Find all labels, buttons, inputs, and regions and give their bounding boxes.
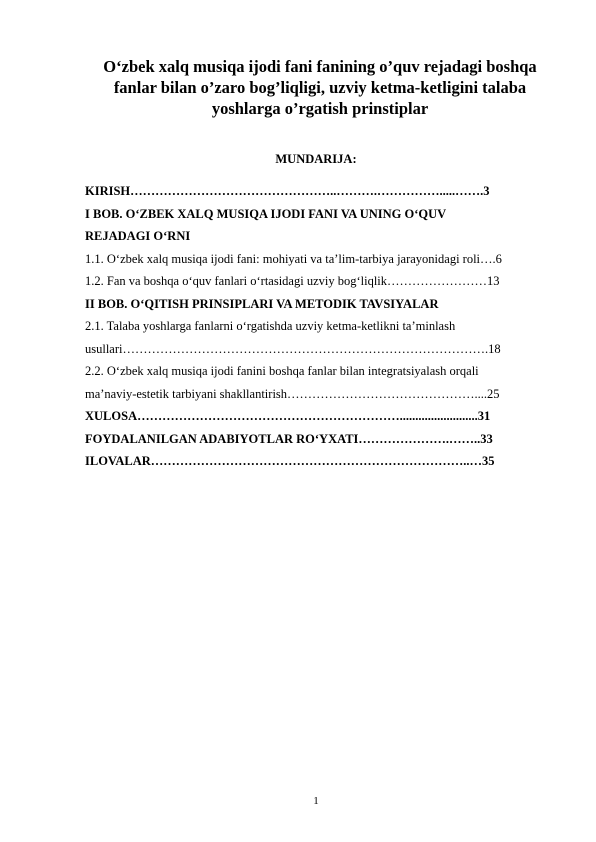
toc-entry-2-2: 2.2. O‘zbek xalq musiqa ijodi fanini boshqa fanlar bilan integratsiyalash orqali [85, 364, 479, 378]
toc-entry-chapter-1-cont: REJADAGI O‘RNI [85, 229, 191, 243]
document-title [70, 56, 570, 119]
toc-entry-1-2: 1.2. Fan va boshqa o‘quv fanlari o‘rtasidagi uzviy bog‘liqlik……………………13 [85, 274, 500, 288]
toc-entry-1-1: 1.1. O‘zbek xalq musiqa ijodi fani: mohiyati va ta’lim-tarbiya jarayonidagi roli….6 [85, 251, 502, 266]
toc-heading: MUNDARIJA: [275, 152, 357, 166]
toc-entry-2-1: 2.1. Talaba yoshlarga fanlarni o‘rgatishda uzviy ketma-ketlikni ta’minlash [85, 319, 456, 333]
toc-entry-chapter-1: I BOB. O‘ZBEK XALQ MUSIQA IJODI FANI VA UNING O‘QUV [85, 206, 447, 221]
toc-entry-appendices: ILOVALAR…………………………………………………………………..…35 [85, 454, 495, 468]
title-line-2: fanlar bilan o’zaro bog’liqligi, uzviy ketma-ketligini talaba [113, 78, 527, 97]
table-of-contents [85, 180, 557, 473]
page-number: 1 [313, 795, 319, 807]
toc-entry-chapter-2: II BOB. O‘QITISH PRINSIPLARI VA METODIK TAVSIYALAR [85, 296, 439, 311]
title-line-3: yoshlarga o’rgatish prinstiplar [211, 99, 429, 118]
toc-entry-intro: KIRISH…………………………………………..……….…………….....…….3 [85, 184, 490, 198]
toc-entry-2-1-cont: usullari…………………………………………………………………………….18 [85, 341, 501, 356]
toc-entry-conclusion: XULOSA……………………………………………………….........................31 [85, 409, 491, 423]
toc-entry-2-2-cont: ma’naviy-estetik tarbiyani shakllantirish………………………………………....25 [85, 386, 500, 401]
toc-entry-references: FOYDALANILGAN ADABIYOTLAR RO‘YXATI………………….……..33 [85, 431, 493, 446]
title-line-1: O‘zbek xalq musiqa ijodi fani fanining o’quv rejadagi boshqa [103, 57, 537, 76]
